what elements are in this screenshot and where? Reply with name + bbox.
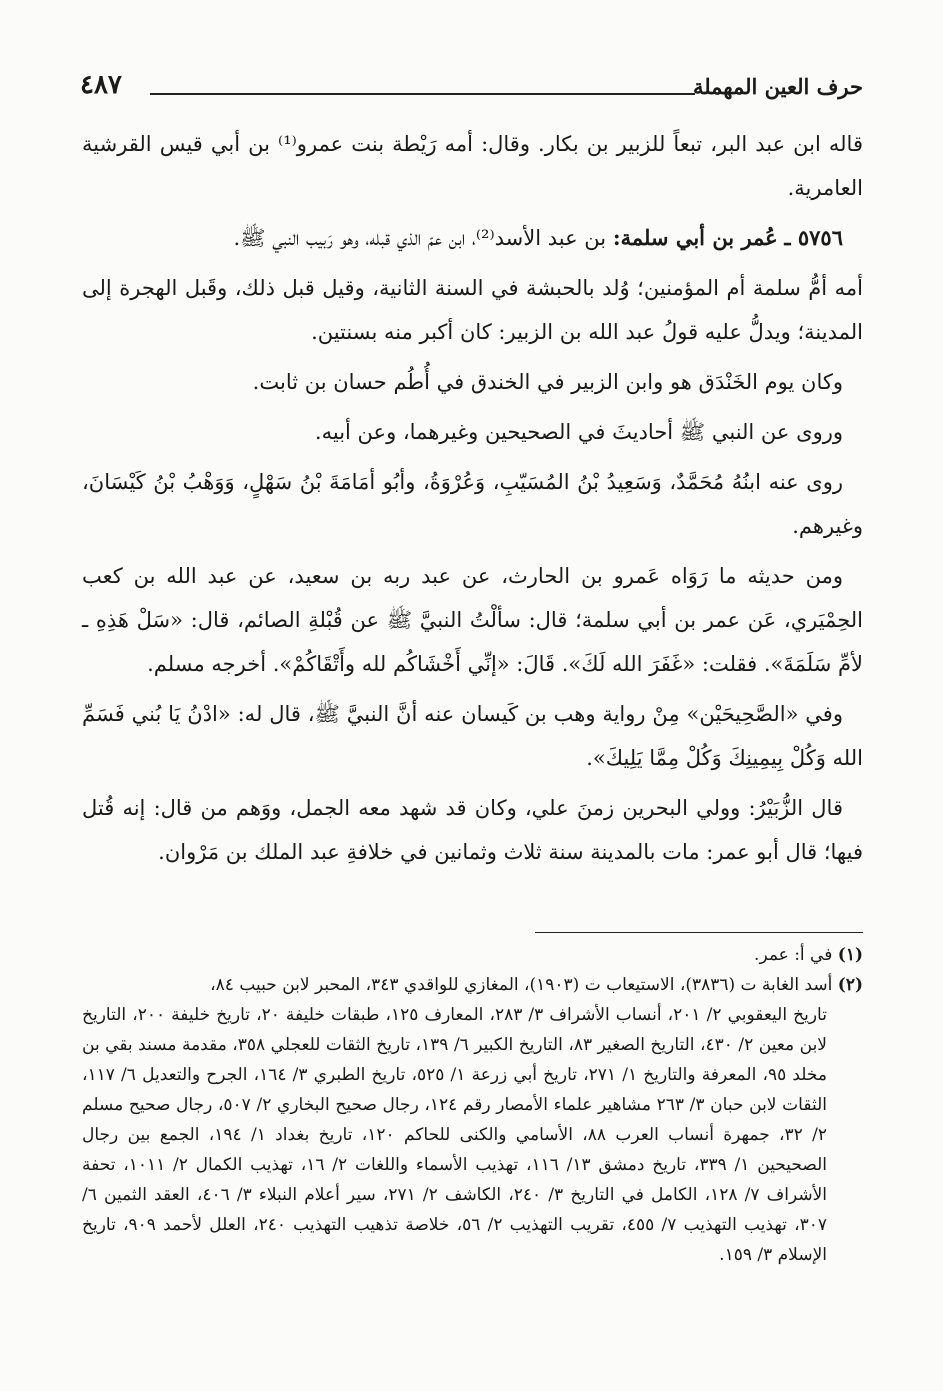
running-title: حرف العين المهملة: [692, 74, 863, 99]
entry-text: بن عبد الأسد⁽²⁾، ابن عمّ الذي قبله، وهو رَبيب النبي ﷺ.: [233, 226, 613, 250]
footnotes: [82, 940, 863, 1270]
entry-name: عُمر بن أبي سلمة:: [612, 225, 778, 250]
page-number: ٤٨٧: [80, 70, 122, 100]
paragraph: وروى عن النبي ﷺ أحاديثَ في الصحيحين وغيرهما، وعن أبيه.: [314, 420, 843, 444]
paragraph: وكان يوم الخَنْدَق هو وابن الزبير في الخندق في أُطُم حسان بن ثابت.: [252, 370, 843, 394]
header-rule: [150, 93, 695, 95]
main-text: [82, 122, 863, 880]
footnote-number: (٢): [837, 975, 863, 995]
footnote-rule: [535, 932, 863, 933]
entry-number: ٥٧٥٦ ـ: [784, 225, 843, 250]
paragraph: ومن حديثه ما رَوَاه عَمرو بن الحارث، عن عبد ربه بن سعيد، عن عبد الله بن كعب الحِمْيَري، عَن عمر بن أبي سلمة؛ قال: سألْتُ النبيَّ ﷺ عن قُبْلةِ الصائم، قال: «سَلْ هَذِهِ ـ لأمِّ سَلَمَةَ». فقلت: «غَفَرَ الله لَكَ». قَالَ: «إنِّي أَخْشَاكُم لله وأَتْقَاكُمْ». أخرجه مسلم.: [82, 564, 863, 676]
page-header: [80, 70, 863, 110]
entry-paragraph: [82, 216, 863, 260]
paragraph: أمه أمُّ سلمة أم المؤمنين؛ وُلد بالحبشة في السنة الثانية، وقيل قبل ذلك، وقَبل الهجرة إلى المدينة؛ ويدلُّ عليه قولُ عبد الله بن الزبير: كان أكبر منه بسنتين.: [82, 276, 863, 344]
footnote-2-continuation: تاريخ اليعقوبي ٢/ ٢٠١، أنساب الأشراف ٣/ ٢٨٣، المعارف ١٢٥، طبقات خليفة ٢٠، تاريخ خليفة ٢٠٠، التاريخ لابن معين ٢/ ٤٣٠، التاريخ الصغير ٨٣، التاريخ الكبير ٦/ ١٣٩، تاريخ الثقات للعجلي ٣٥٨، مقدمة مسند بقي بن مخلد ٩٥، المعرفة والتاريخ ١/ ٢٧١، تاريخ أبي زرعة ١/ ٥٢٥، تاريخ الطبري ٣/ ١٦٤، الجرح والتعديل ٦/ ١١٧، الثقات لابن حبان ٣/ ٢٦٣ مشاهير علماء الأمصار رقم ١٢٤، رجال صحيح البخاري ٢/ ٥٠٧، رجال صحيح مسلم ٢/ ٣٢، جمهرة أنساب العرب ٨٨، الأسامي والكنى للحاكم ١٢٠، تاريخ بغداد ١/ ١٩٤، الجمع بين رجال الصحيحين ١/ ٣٣٩، تاريخ دمشق ١٣/ ١١٦، تهذيب الأسماء واللغات ٢/ ١٦، تهذيب الكمال ٢/ ١٠١١، تحفة الأشراف ٧/ ١٢٨، الكامل في التاريخ ٣/ ٢٤٠، الكاشف ٢/ ٢٧١، سير أعلام النبلاء ٣/ ٤٠٦، العقد الثمين ٦/ ٣٠٧، تهذيب التهذيب ٧/ ٤٥٥، تقريب التهذيب ٢/ ٥٦، خلاصة تذهيب التهذيب ٢٤٠، العلل لأحمد ٩٠٩، تاريخ الإسلام ٣/ ١٥٩.: [82, 1005, 827, 1265]
footnote-1: [82, 940, 863, 970]
footnote-number: (١): [837, 945, 863, 965]
footnote-text: في أ: عمر.: [754, 945, 838, 965]
footnote-2: [82, 970, 863, 1000]
paragraph: روى عنه ابنُهُ مُحَمَّدٌ، وَسَعِيدُ بْنُ المُسَيّبِ، وَعُرْوَةُ، وأبُو أمَامَةَ بْنُ سَهْلٍ، وَوَهْبُ بْنُ كَيْسَانَ، وغيرهم.: [82, 470, 863, 538]
paragraph: وفي «الصَّحِيحَيْن» مِنْ رواية وهب بن كَيسان عنه أنَّ النبيَّ ﷺ، قال له: «ادْنُ يَا بُني فَسَمِّ الله وَكُلْ بِيمِينِكَ وَكُلْ مِمَّا يَلِيكَ».: [82, 702, 863, 770]
paragraph: قال الزُّبَيْرُ: وولي البحرين زمنَ علي، وكان قد شهد معه الجمل، ووَهم من قال: إنه قُتل فيها؛ قال أبو عمر: مات بالمدينة سنة ثلاث وثمانين في خلافةِ عبد الملك بن مَرْوان.: [82, 796, 863, 864]
paragraph: قاله ابن عبد البر، تبعاً للزبير بن بكار. وقال: أمه رَيْطة بنت عمرو⁽¹⁾ بن أبي قيس القرشية العامرية.: [82, 132, 863, 200]
footnote-text: أسد الغابة ت (٣٨٣٦)، الاستيعاب ت (١٩٠٣)، المغازي للواقدي ٣٤٣، المحبر لابن حبيب ٨٤،: [210, 975, 838, 995]
